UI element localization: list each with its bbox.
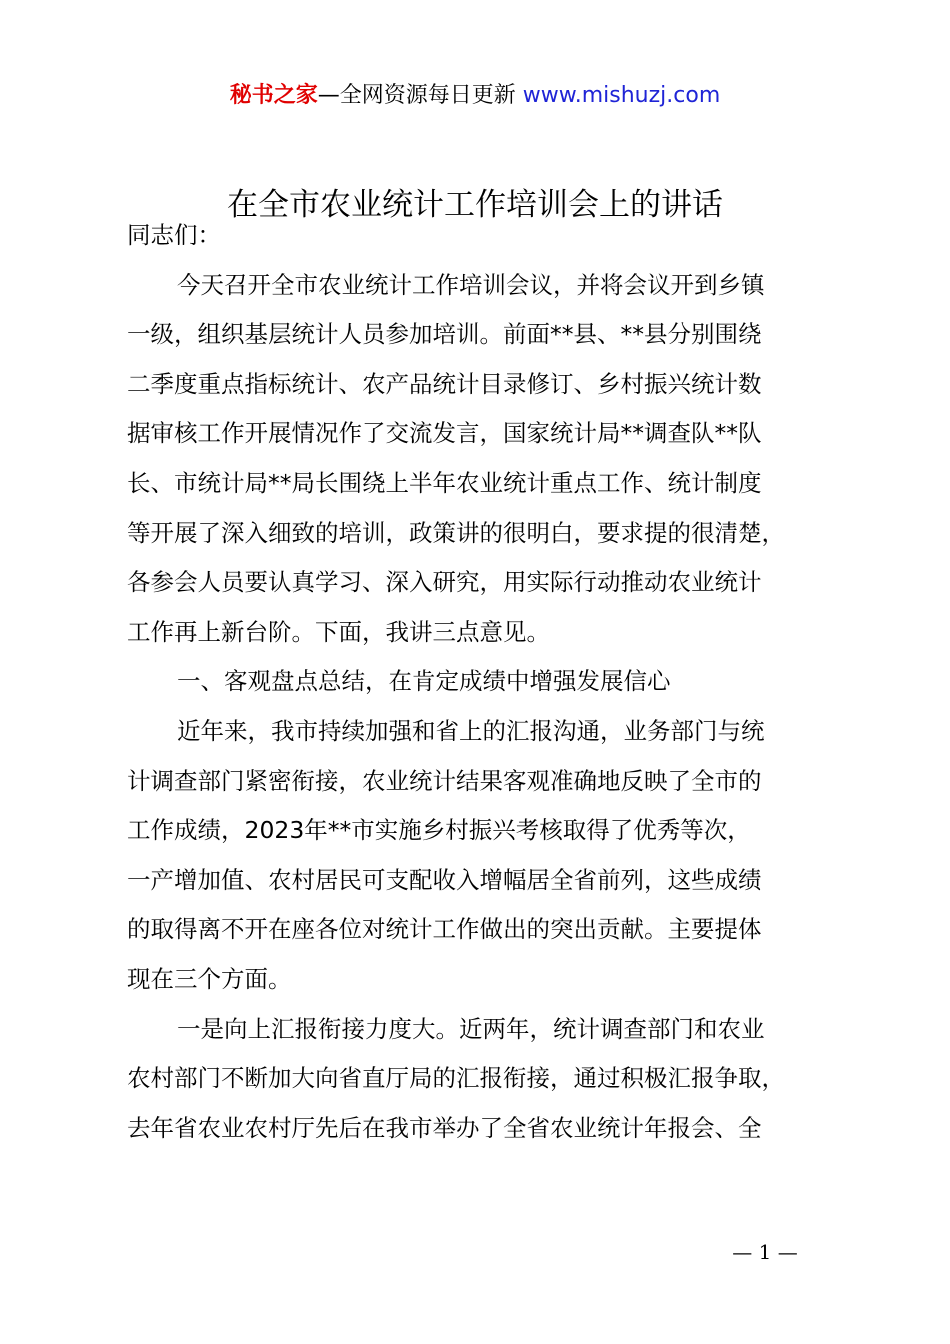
paragraph-line: 一是向上汇报衔接力度大。近两年，统计调查部门和农业 [177,1014,765,1043]
salutation: 同志们： [127,221,221,249]
document-title: 在全市农业统计工作培训会上的讲话 [227,187,723,223]
site-url-link[interactable]: www.mishuzj.com [522,83,721,108]
paragraph-line: 二季度重点指标统计、农产品统计目录修订、乡村振兴统计数 [127,369,762,398]
paragraph-line: 计调查部门紧密衔接，农业统计结果客观准确地反映了全市的 [127,766,762,795]
paragraph-line: 一级，组织基层统计人员参加培训。前面**县、**县分别围绕 [127,320,762,349]
paragraph-line: 去年省农业农村厅先后在我市举办了全省农业统计年报会、全 [127,1113,762,1142]
paragraph-line: 近年来，我市持续加强和省上的汇报沟通，业务部门与统 [177,716,765,745]
paragraph-line: 的取得离不开在座各位对统计工作做出的突出贡献。主要提体 [127,915,762,944]
document-body [127,211,867,1153]
site-tagline: —全网资源每日更新 [317,83,523,108]
paragraph-line: 一产增加值、农村居民可支配收入增幅居全省前列，这些成绩 [127,865,762,894]
paragraph-line: 等开展了深入细致的培训，政策讲的很明白，要求提的很清楚， [127,518,785,547]
paragraph-line: 据审核工作开展情况作了交流发言，国家统计局**调查队**队 [127,419,762,448]
section-heading: 一、客观盘点总结，在肯定成绩中增强发展信心 [177,667,671,696]
paragraph-line: 现在三个方面。 [127,964,292,993]
site-header [0,80,950,112]
brand-name: 秘书之家 [229,83,318,108]
paragraph-line: 工作成绩，2023年**市实施乡村振兴考核取得了优秀等次， [127,816,751,845]
paragraph-line: 农村部门不断加大向省直厅局的汇报衔接，通过积极汇报争取， [127,1064,785,1093]
paragraph-line: 长、市统计局**局长围绕上半年农业统计重点工作、统计制度 [127,468,762,497]
paragraph-line: 今天召开全市农业统计工作培训会议，并将会议开到乡镇 [177,270,765,299]
page-number: — 1 — [732,1240,798,1264]
paragraph-line: 工作再上新台阶。下面，我讲三点意见。 [127,617,550,646]
paragraph-line: 各参会人员要认真学习、深入研究，用实际行动推动农业统计 [127,568,762,597]
